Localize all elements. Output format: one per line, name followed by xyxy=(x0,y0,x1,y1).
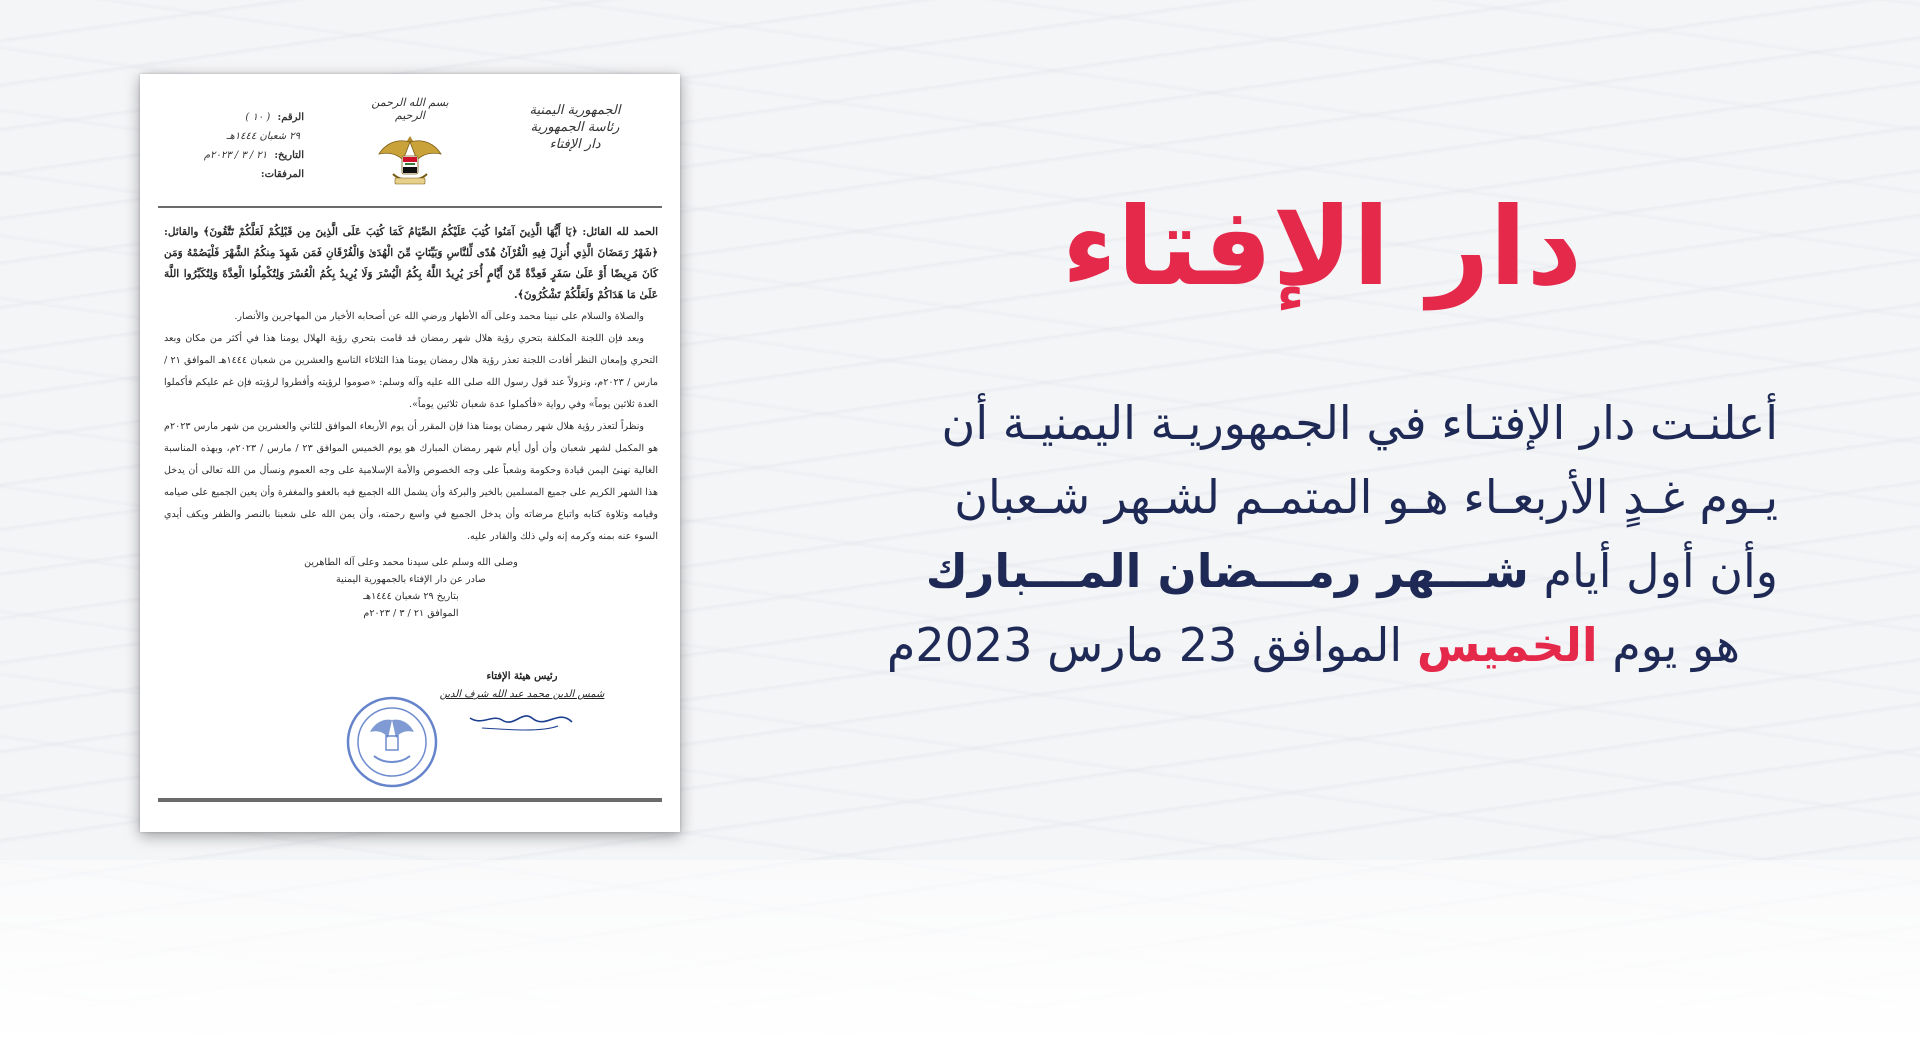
attachments-label: المرفقات: xyxy=(260,169,304,180)
line4-suffix: الموافق 23 مارس 2023م xyxy=(886,618,1403,672)
reference-fields xyxy=(164,108,304,184)
republic-header xyxy=(520,102,630,153)
closing-prayer: وصلى الله وسلم على سيدنا محمد وعلى آله الطاهرين xyxy=(304,557,518,568)
date-gregorian: ٢١ / ٣ / ٢٠٢٣م xyxy=(203,150,268,161)
intro-verses: الحمد لله القائل: ﴿يَا أَيُّهَا الَّذِينَ آمَنُوا كُتِبَ عَلَيْكُمُ الصِّيَامُ كَمَا كُتِبَ عَلَى الَّذِينَ مِن قَبْلِكُمْ لَعَلَّكُمْ تَتَّقُونَ﴾ والقائل: ﴿شَهْرُ رَمَضَانَ الَّذِي أُنزِلَ فِيهِ الْقُرْآنُ هُدًى لِّلنَّاسِ وَبَيِّنَاتٍ مِّنَ الْهُدَىٰ وَالْفُرْقَانِ فَمَن شَهِدَ مِنكُمُ الشَّهْرَ فَلْيَصُمْهُ وَمَن كَانَ مَرِيضًا أَوْ عَلَىٰ سَفَرٍ فَعِدَّةٌ مِّنْ أَيَّامٍ أُخَرَ يُرِيدُ اللَّهُ بِكُمُ الْيُسْرَ وَلَا يُرِيدُ بِكُمُ الْعُسْرَ وَلِتُكْمِلُوا الْعِدَّةَ وَلِتُكَبِّرُوا اللَّهَ عَلَىٰ مَا هَدَاكُمْ وَلَعَلَّكُمْ تَشْكُرُونَ﴾. xyxy=(164,226,658,301)
basmala: بسم الله الرحمن الرحيم xyxy=(371,96,449,122)
page-title: دار الإفتاء xyxy=(1061,185,1582,310)
document-header xyxy=(140,74,680,204)
announcement-text xyxy=(818,386,1778,682)
handwritten-signature-icon xyxy=(462,704,582,734)
republic-line-1: الجمهورية اليمنية xyxy=(529,103,621,118)
footer-divider xyxy=(158,798,662,802)
announcement-line-1: أعلنـت دار الإفتـاء في الجمهوريـة اليمنيـة أن xyxy=(941,396,1778,450)
announcement-line-4 xyxy=(818,608,1778,682)
official-document xyxy=(140,74,680,832)
issued-gregorian: الموافق ٢١ / ٣ / ٢٠٢٣م xyxy=(363,608,459,619)
salutation: والصلاة والسلام على نبينا محمد وعلى آله الأطهار ورضي الله عن أصحابه الأخيار من المهاجرين والأنصار. xyxy=(234,311,644,322)
paragraph-1: وبعد فإن اللجنة المكلفة بتحري رؤية هلال شهر رمضان قد قامت بتحري رؤية الهلال يومنا هذا في أكثر من مكان وبعد التحري وإمعان النظر أفادت اللجنة تعذر رؤية هلال رمضان يومنا هذا الثلاثاء التاسع والعشرين من شعبان ١٤٤٤هـ الموافق ٢١ / مارس / ٢٠٢٣م، ونزولاً عند قول رسول الله صلى الله عليه وآله وسلم: «صوموا لرؤيته وأفطروا لرؤيته فإن غم عليكم فأكملوا العدة ثلاثين يوماً» وفي رواية «فأكملوا عدة شعبان ثلاثين يوماً». xyxy=(164,333,658,410)
date-hijri: ٢٩ شعبان ١٤٤٤هـ xyxy=(226,131,300,142)
date-label: التاريخ: xyxy=(274,150,304,161)
signatory-title: رئيس هيئة الإفتاء xyxy=(486,671,558,682)
line4-prefix: هو يوم xyxy=(1612,618,1740,672)
signatory-name: شمس الدين محمد عبد الله شرف الدين xyxy=(439,689,605,700)
number-value: ( ١٠ ) xyxy=(245,112,271,123)
date-field xyxy=(164,146,304,165)
emblem-block xyxy=(355,96,465,190)
issued-by: صادر عن دار الإفتاء بالجمهورية اليمنية xyxy=(336,574,486,585)
announcement-line-2: يـوم غـدٍ الأربعـاء هـو المتمـم لشـهر شـعبان xyxy=(954,470,1778,524)
line3-prefix: وأن أول أيام xyxy=(1543,544,1778,598)
header-divider xyxy=(158,206,662,208)
republic-line-2: رئاسة الجمهورية xyxy=(530,120,620,135)
background-fade xyxy=(0,860,1920,1046)
announcement-line-3 xyxy=(818,534,1778,608)
document-body xyxy=(164,222,658,622)
yemen-eagle-emblem-icon xyxy=(375,130,445,190)
number-label: الرقم: xyxy=(277,112,304,123)
hijri-date-field xyxy=(164,127,304,146)
thursday-highlight: الخميس xyxy=(1416,618,1598,672)
attachments-field xyxy=(164,165,304,184)
official-stamp-icon xyxy=(344,694,440,790)
number-field xyxy=(164,108,304,127)
issued-hijri: بتاريخ ٢٩ شعبان ١٤٤٤هـ xyxy=(363,591,459,602)
republic-line-3: دار الإفتاء xyxy=(549,137,601,152)
ramadan-highlight: شـــهر رمـــضان المـــبارك xyxy=(925,544,1529,598)
closing-block xyxy=(164,554,658,622)
paragraph-2: ونظراً لتعذر رؤية هلال شهر رمضان يومنا هذا فإن المقرر أن يوم الأربعاء الموافق للثاني والعشرين من شهر مارس ٢٠٢٣م هو المكمل لشهر شعبان وأن أول أيام شهر رمضان المبارك هو يوم الخميس الموافق ٢٣ / مارس / ٢٠٢٣م، وبهذه المناسبة الغالية نهنئ اليمن قيادة وحكومة وشعباً على وجه الخصوص والأمة الإسلامية على وجه العموم ونسأل من الله تعالى أن يدخل هذا الشهر الكريم على جميع المسلمين بالخير والبركة وأن يشمل الله الجميع فيه بالعفو والمغفرة وأن يعين الجميع على صيامه وقيامه وتلاوة كتابه واتباع مرضاته وأن يدخل الجميع في واسع رحمته، وأن يمن الله على شعبنا بالنصر والظفر ويكف أيدي السوء عنه بمنه وكرمه إنه ولي ذلك والقادر عليه. xyxy=(164,421,659,542)
signature-block xyxy=(422,668,622,741)
